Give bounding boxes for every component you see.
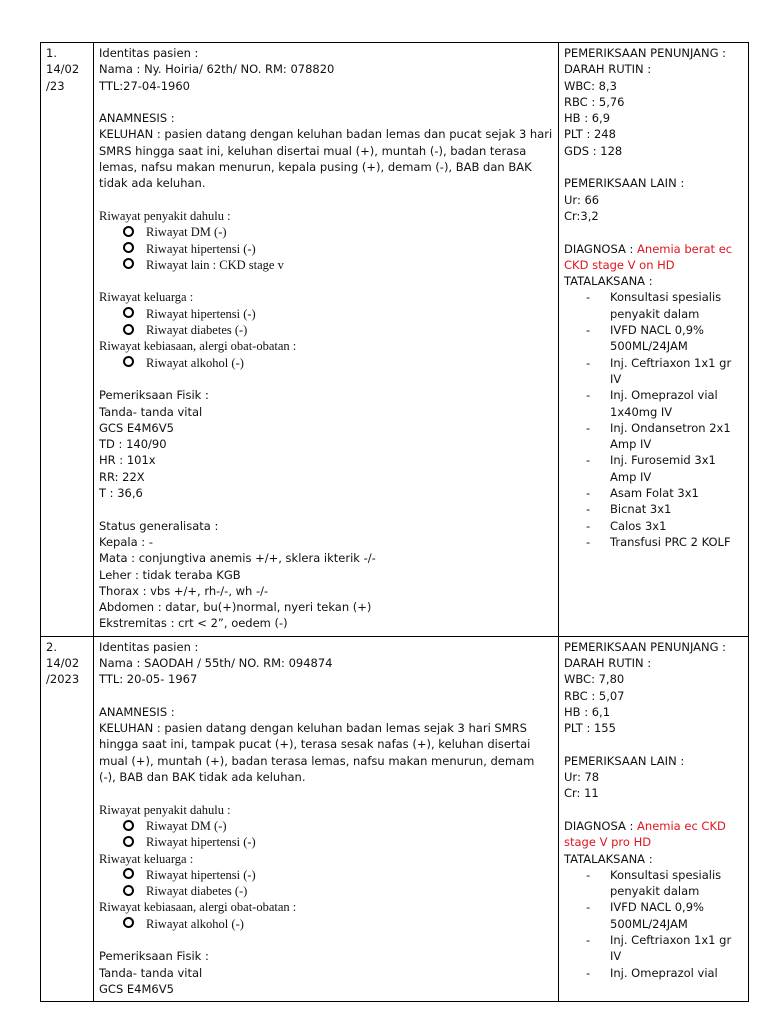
entry-number-cell [41, 43, 94, 637]
lab-value: GDS : 128 [564, 143, 623, 158]
lab-value: Ur: 78 [564, 770, 600, 785]
lab-value: RBC : 5,07 [564, 688, 625, 703]
list-item: Riwayat diabetes (-) [99, 883, 553, 899]
vital-line: HR : 101x [99, 453, 156, 468]
list-item: - Transfusi PRC 2 KOLF [586, 534, 731, 549]
circle-bullet-icon [123, 885, 134, 896]
list-item: - Inj. Ceftriaxon 1x1 gr IV [586, 355, 732, 386]
tatalaksana-list [564, 289, 743, 550]
status-line: Kepala : - [99, 534, 153, 549]
diagnosa-value: Anemia berat ec CKD stage V on HD [564, 241, 733, 272]
lab-value: Cr:3,2 [564, 208, 599, 223]
tatalaksana-heading: TATALAKSANA : [564, 274, 653, 289]
list-item: - Asam Folat 3x1 [586, 486, 699, 501]
vital-line: T : 36,6 [99, 486, 143, 501]
entry-number: 1. [46, 46, 57, 60]
riwayat-keluarga-heading: Riwayat keluarga : [99, 851, 194, 866]
supporting-exam-cell [559, 636, 749, 1002]
list-item: Riwayat hipertensi (-) [99, 867, 553, 883]
list-item: Riwayat hipertensi (-) [99, 241, 553, 257]
circle-bullet-icon [123, 820, 134, 831]
darah-rutin-heading: DARAH RUTIN : [564, 655, 652, 670]
status-line: Mata : conjungtiva anemis +/+, sklera ikterik -/- [99, 551, 376, 566]
penunjang-heading: PEMERIKSAAN PENUNJANG : [564, 46, 727, 60]
lab-value: PLT : 155 [564, 721, 616, 736]
status-generalisata-heading: Status generalisata : [99, 518, 219, 533]
pemeriksaan-lain-heading: PEMERIKSAAN LAIN : [564, 753, 685, 768]
lab-value: Cr: 11 [564, 786, 599, 801]
lab-value: PLT : 248 [564, 127, 616, 142]
circle-bullet-icon [123, 917, 134, 928]
status-line: Thorax : vbs +/+, rh-/-, wh -/- [99, 583, 269, 598]
list-item: - Inj. Omeprazol vial [586, 965, 718, 980]
table-row [41, 43, 749, 637]
tatalaksana-heading: TATALAKSANA : [564, 851, 653, 866]
identitas-heading: Identitas pasien : [99, 46, 199, 60]
vital-line: RR: 22X [99, 469, 145, 484]
entry-date-line: /2023 [46, 672, 80, 687]
tatalaksana-list [564, 867, 743, 981]
circle-bullet-icon [123, 836, 134, 847]
list-item: - Inj. Ceftriaxon 1x1 gr IV [586, 933, 732, 964]
list-item: - IVFD NACL 0,9% 500ML/24JAM [586, 323, 704, 354]
list-item: Riwayat DM (-) [99, 818, 553, 834]
list-item: - Inj. Omeprazol vial 1x40mg IV [586, 388, 718, 419]
status-line: Leher : tidak teraba KGB [99, 567, 241, 582]
circle-bullet-icon [123, 868, 134, 879]
status-line: Abdomen : datar, bu(+)normal, nyeri tekan (+) [99, 600, 372, 615]
list-item: Riwayat DM (-) [99, 224, 553, 240]
circle-bullet-icon [123, 242, 134, 253]
diagnosa-label: DIAGNOSA : [564, 818, 638, 833]
list-item: - Calos 3x1 [586, 518, 667, 533]
clinical-notes-cell [94, 43, 559, 637]
status-line: Ekstremitas : crt < 2”, oedem (-) [99, 616, 288, 631]
lab-value: WBC: 7,80 [564, 672, 625, 687]
supporting-exam-cell [559, 43, 749, 637]
pemeriksaan-fisik-heading: Pemeriksaan Fisik : [99, 388, 209, 403]
keluhan-text: KELUHAN : pasien datang dengan keluhan badan lemas dan pucat sejak 3 hari SMRS hingga saat ini, keluhan disertai mual (+), muntah (-), badan terasa lemas, nafsu makan menurun, kepala pusing (+), demam (-), BAB dan BAK tidak ada keluhan. [99, 127, 553, 191]
patient-ttl: TTL:27-04-1960 [99, 78, 190, 93]
list-item: - Konsultasi spesialis penyakit dalam [586, 290, 722, 321]
circle-bullet-icon [123, 307, 134, 318]
anamnesis-heading: ANAMNESIS : [99, 111, 175, 126]
lab-value: HB : 6,9 [564, 111, 611, 126]
circle-bullet-icon [123, 324, 134, 335]
darah-rutin-heading: DARAH RUTIN : [564, 62, 652, 77]
lab-value: HB : 6,1 [564, 704, 611, 719]
entry-number-cell [41, 636, 94, 1002]
pemeriksaan-fisik-heading: Pemeriksaan Fisik : [99, 949, 209, 964]
riwayat-penyakit-heading: Riwayat penyakit dahulu : [99, 802, 231, 817]
anamnesis-heading: ANAMNESIS : [99, 704, 175, 719]
circle-bullet-icon [123, 356, 134, 367]
diagnosa [564, 818, 743, 851]
lab-value: RBC : 5,76 [564, 94, 625, 109]
list-item: - Inj. Furosemid 3x1 Amp IV [586, 453, 716, 484]
patient-log-table [40, 42, 749, 1002]
lab-value: Ur: 66 [564, 192, 600, 207]
keluhan-text: KELUHAN : pasien datang dengan keluhan badan lemas sejak 3 hari SMRS hingga saat ini, tampak pucat (+), terasa sesak nafas (+), keluhan disertai mual (+), muntah (+), badan terasa lemas, nafsu makan menurun, demam (-), BAB dan BAK tidak ada keluhan. [99, 721, 535, 785]
list-item: Riwayat alkohol (-) [99, 355, 553, 371]
list-item: Riwayat diabetes (-) [99, 322, 553, 338]
riwayat-kebiasaan-heading: Riwayat kebiasaan, alergi obat-obatan : [99, 900, 297, 915]
vital-line: TD : 140/90 [99, 437, 167, 452]
list-item: - Bicnat 3x1 [586, 502, 672, 517]
diagnosa-label: DIAGNOSA : [564, 241, 638, 256]
list-item: Riwayat lain : CKD stage v [99, 257, 553, 273]
list-item: Riwayat alkohol (-) [99, 916, 553, 932]
table-row [41, 636, 749, 1002]
diagnosa [564, 241, 743, 274]
list-item: Riwayat hipertensi (-) [99, 306, 553, 322]
riwayat-penyakit-heading: Riwayat penyakit dahulu : [99, 208, 231, 223]
list-item: - Inj. Ondansetron 2x1 Amp IV [586, 420, 731, 452]
entry-date-line: 14/02 [46, 655, 80, 670]
list-item: Riwayat hipertensi (-) [99, 834, 553, 850]
entry-date-line: 14/02 [46, 62, 80, 77]
vital-line: Tanda- tanda vital [99, 404, 203, 419]
vital-line: GCS E4M6V5 [99, 420, 174, 435]
pemeriksaan-lain-heading: PEMERIKSAAN LAIN : [564, 176, 685, 191]
patient-name: Nama : SAODAH / 55th/ NO. RM: 094874 [99, 655, 333, 670]
lab-value: WBC: 8,3 [564, 78, 617, 93]
circle-bullet-icon [123, 226, 134, 237]
riwayat-kebiasaan-heading: Riwayat kebiasaan, alergi obat-obatan : [99, 339, 297, 354]
identitas-heading: Identitas pasien : [99, 639, 199, 654]
list-item: - Konsultasi spesialis penyakit dalam [586, 867, 722, 899]
entry-number: 2. [46, 639, 57, 654]
vital-line: Tanda- tanda vital [99, 965, 203, 980]
patient-name: Nama : Ny. Hoiria/ 62th/ NO. RM: 078820 [99, 62, 335, 77]
riwayat-keluarga-heading: Riwayat keluarga : [99, 290, 194, 305]
patient-ttl: TTL: 20-05- 1967 [99, 672, 198, 687]
diagnosa-value: Anemia ec CKD stage V pro HD [564, 818, 726, 850]
entry-date-line: /23 [46, 78, 65, 93]
circle-bullet-icon [123, 258, 134, 269]
list-item: - IVFD NACL 0,9% 500ML/24JAM [586, 900, 704, 931]
vital-line: GCS E4M6V5 [99, 981, 174, 996]
clinical-notes-cell [94, 636, 559, 1002]
penunjang-heading: PEMERIKSAAN PENUNJANG : [564, 639, 727, 654]
